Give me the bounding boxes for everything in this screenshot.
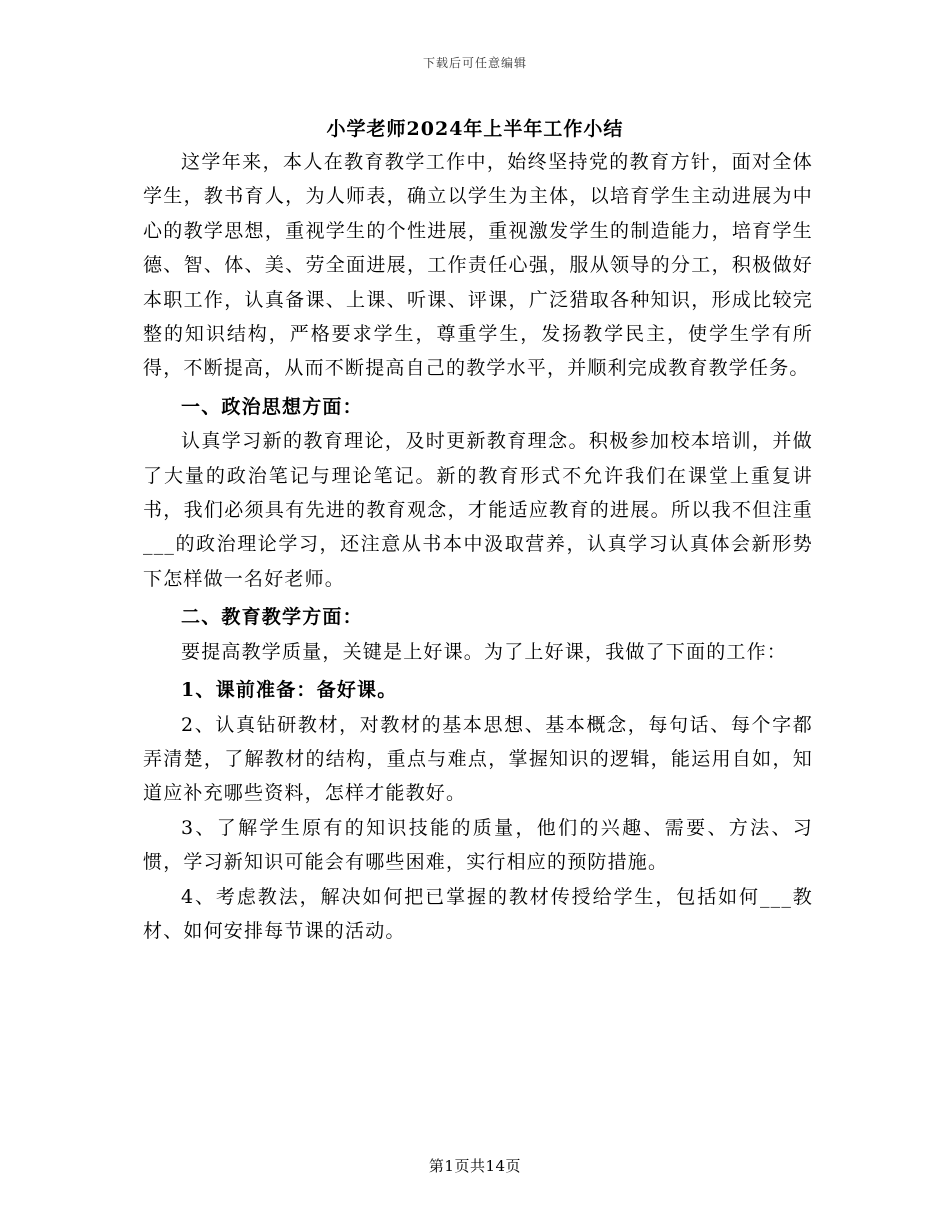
item-paragraph-4: 4、考虑教法，解决如何把已掌握的教材传授给学生，包括如何___教材、如何安排每节课的活动。 <box>143 885 813 942</box>
section-heading-teaching: 二、教育教学方面： <box>181 606 363 629</box>
document-title: 小学老师2024年上半年工作小结 <box>326 118 624 140</box>
teaching-intro-paragraph: 要提高教学质量，关键是上好课。为了上好课，我做了下面的工作： <box>181 640 788 663</box>
item-paragraph-2: 2、认真钻研教材，对教材的基本思想、基本概念，每句话、每个字都弄清楚，了解教材的结构，重点与难点，掌握知识的逻辑，能运用自如，知道应补充哪些资料，怎样才能教好。 <box>143 713 813 805</box>
politics-paragraph: 认真学习新的教育理论，及时更新教育理念。积极参加校本培训，并做了大量的政治笔记与理论笔记。新的教育形式不允许我们在课堂上重复讲书，我们必须具有先进的教育观念，才能适应教育的进展。所以我不但注重___的政治理论学习，还注意从书本中汲取营养，认真学习认真体会新形势下怎样做一名好老师。 <box>143 430 813 590</box>
intro-paragraph: 这学年来，本人在教育教学工作中，始终坚持党的教育方针，面对全体学生，教书育人，为人师表，确立以学生为主体，以培育学生主动进展为中心的教学思想，重视学生的个性进展，重视激发学生的制造能力，培育学生德、智、体、美、劳全面进展，工作责任心强，服从领导的分工，积极做好本职工作，认真备课、上课、听课、评课，广泛猎取各种知识，形成比较完整的知识结构，严格要求学生，尊重学生，发扬教学民主，使学生学有所得，不断提高，从而不断提高自己的教学水平，并顺利完成教育教学任务。 <box>143 151 813 380</box>
page-number-footer: 第1页共14页 <box>428 1157 522 1175</box>
item-paragraph-3: 3、了解学生原有的知识技能的质量，他们的兴趣、需要、方法、习惯，学习新知识可能会有哪些困难，实行相应的预防措施。 <box>143 816 813 874</box>
section-heading-politics: 一、政治思想方面： <box>181 395 363 418</box>
page-header-note: 下载后可任意编辑 <box>422 56 527 70</box>
subheading-lesson-prep: 1、课前准备：备好课。 <box>181 679 398 702</box>
document-body <box>143 145 813 948</box>
